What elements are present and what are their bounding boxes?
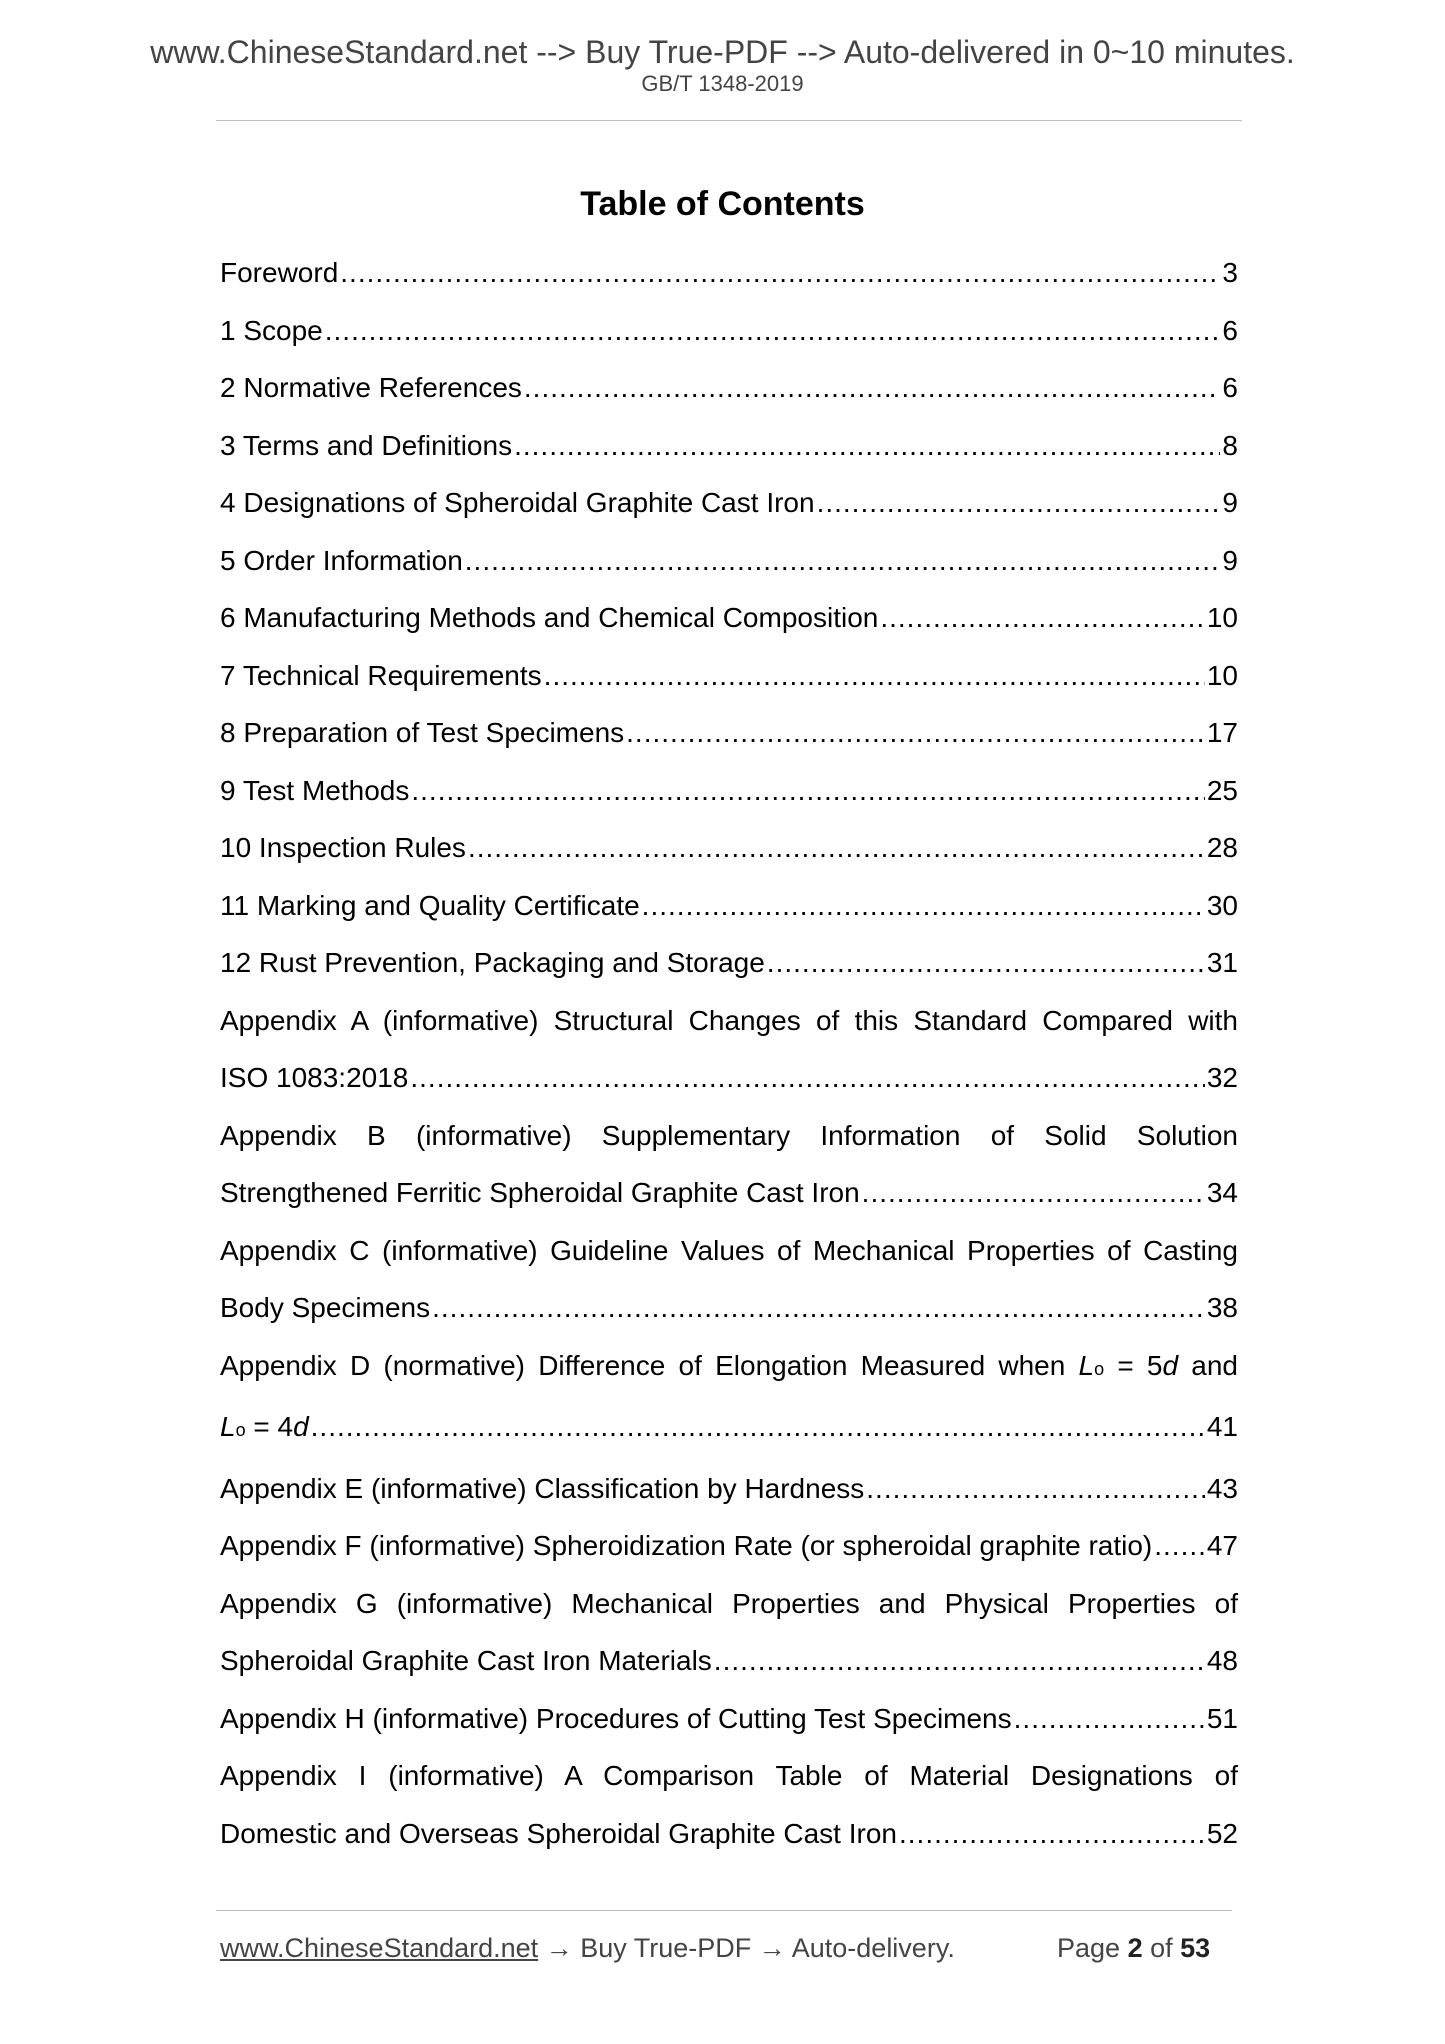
- header-divider: [216, 120, 1242, 121]
- toc-entry-page: 34: [1206, 1177, 1238, 1208]
- toc-leader-dots: [432, 1279, 1205, 1337]
- toc-entry-page: 9: [1222, 487, 1238, 518]
- toc-entry-appendix-g-line1[interactable]: Appendix G (informative) Mechanical Properties and Physical Properties of: [220, 1587, 1238, 1619]
- toc-leader-dots: [465, 532, 1221, 590]
- toc-entry[interactable]: [220, 417, 1238, 475]
- toc-entry[interactable]: [220, 589, 1238, 647]
- toc-entry[interactable]: [220, 704, 1238, 762]
- table-of-contents: [220, 244, 1238, 1862]
- toc-leader-dots: [410, 1049, 1204, 1107]
- toc-entry-appendix-a-line1[interactable]: Appendix A (informative) Structural Changes of this Standard Compared with: [220, 1004, 1238, 1036]
- toc-leader-dots: [311, 1398, 1205, 1456]
- toc-entry[interactable]: [220, 934, 1238, 992]
- toc-entry[interactable]: [220, 359, 1238, 417]
- toc-title: Table of Contents: [580, 185, 865, 223]
- toc-entry-appendix-i-line1[interactable]: Appendix I (informative) A Comparison Table of Material Designations of: [220, 1760, 1238, 1791]
- symbol-d: d: [293, 1411, 309, 1442]
- toc-entry-page: 8: [1222, 429, 1238, 461]
- toc-leader-dots: [866, 1460, 1205, 1518]
- toc-entry[interactable]: [220, 302, 1238, 360]
- toc-entry-page: 32: [1206, 1062, 1238, 1093]
- toc-leader-dots: [642, 877, 1205, 935]
- toc-entry-label: 9 Test Methods: [220, 774, 410, 806]
- symbol-l: L: [220, 1411, 236, 1442]
- current-page-number: 2: [1127, 1933, 1143, 1963]
- equals-four: = 4: [245, 1411, 294, 1442]
- and-word: and: [1178, 1349, 1238, 1381]
- toc-entry-page: 3: [1222, 257, 1238, 288]
- toc-entry-page: 41: [1206, 1411, 1238, 1442]
- toc-entry-page: 10: [1206, 659, 1238, 691]
- toc-leader-dots: [544, 647, 1205, 705]
- toc-entry-page: 25: [1206, 774, 1238, 806]
- toc-leader-dots: [714, 1632, 1205, 1690]
- toc-entry-appendix-f[interactable]: [220, 1517, 1238, 1575]
- toc-entry-label: 2 Normative References: [220, 372, 522, 403]
- toc-entry[interactable]: [220, 819, 1238, 877]
- toc-entry-label: Appendix F (informative) Spheroidization Rate (or spheroidal graphite ratio): [220, 1530, 1153, 1561]
- toc-entry[interactable]: [220, 244, 1238, 302]
- toc-leader-dots: [524, 359, 1221, 417]
- toc-leader-dots: [880, 589, 1205, 647]
- toc-entry-label: [220, 1398, 309, 1460]
- total-page-count: 53: [1180, 1933, 1211, 1963]
- toc-entry-page: 28: [1206, 832, 1238, 863]
- toc-entry-appendix-g[interactable]: [220, 1632, 1238, 1690]
- toc-leader-dots: [626, 704, 1205, 762]
- toc-entry-appendix-d-line1[interactable]: [220, 1337, 1238, 1399]
- toc-entry-label: 1 Scope: [220, 314, 323, 346]
- footer-divider: [216, 1910, 1232, 1911]
- toc-leader-dots: [899, 1805, 1205, 1863]
- footer-site-link[interactable]: www.ChineseStandard.net: [220, 1933, 539, 1963]
- toc-entry-page: 30: [1206, 889, 1238, 921]
- toc-entry-page: 9: [1222, 544, 1238, 576]
- footer-promo: [220, 1930, 955, 1966]
- toc-entry-page: 47: [1206, 1530, 1238, 1561]
- toc-entry-appendix-b-line1[interactable]: Appendix B (informative) Supplementary Information of Solid Solution: [220, 1119, 1238, 1151]
- toc-entry-label: Appendix H (informative) Procedures of Cutting Test Specimens: [220, 1702, 1012, 1734]
- toc-entry-page: 31: [1206, 947, 1238, 978]
- toc-entry-page: 51: [1206, 1702, 1238, 1734]
- symbol-l: L: [1078, 1349, 1095, 1381]
- toc-entry-label: Strengthened Ferritic Spheroidal Graphite Cast Iron: [220, 1177, 860, 1208]
- toc-entry-appendix-h[interactable]: [220, 1690, 1238, 1748]
- toc-entry-label: 11 Marking and Quality Certificate: [220, 889, 640, 921]
- appendix-d-text: Appendix D (normative) Difference of Elongation Measured when: [220, 1349, 1079, 1381]
- toc-leader-dots: [817, 474, 1221, 532]
- document-code: GB/T 1348-2019: [641, 71, 804, 96]
- toc-entry-page: 43: [1206, 1472, 1238, 1504]
- toc-entry-label: 5 Order Information: [220, 544, 463, 576]
- toc-entry-appendix-c[interactable]: [220, 1279, 1238, 1337]
- toc-entry-label: Spheroidal Graphite Cast Iron Materials: [220, 1645, 712, 1676]
- toc-entry-page: 48: [1206, 1645, 1238, 1676]
- toc-entry-label: ISO 1083:2018: [220, 1062, 409, 1093]
- toc-leader-dots: [325, 302, 1221, 360]
- toc-leader-dots: [767, 934, 1205, 992]
- symbol-d: d: [1162, 1349, 1179, 1381]
- toc-entry-label: 3 Terms and Definitions: [220, 429, 513, 461]
- footer-promo-text: → Buy True-PDF → Auto-delivery.: [538, 1933, 955, 1963]
- toc-entry-label: 7 Technical Requirements: [220, 659, 542, 691]
- toc-entry[interactable]: [220, 532, 1238, 590]
- page-indicator: [1057, 1930, 1210, 1966]
- toc-entry[interactable]: [220, 474, 1238, 532]
- toc-entry-page: 38: [1206, 1292, 1238, 1323]
- toc-entry-label: 8 Preparation of Test Specimens: [220, 717, 625, 748]
- toc-entry-page: 17: [1206, 717, 1238, 748]
- toc-entry-label: Domestic and Overseas Spheroidal Graphite Cast Iron: [220, 1817, 897, 1849]
- toc-entry-page: 6: [1222, 314, 1238, 346]
- symbol-subscript-o: o: [235, 1420, 246, 1440]
- toc-leader-dots: [411, 762, 1204, 820]
- toc-leader-dots: [468, 819, 1205, 877]
- toc-entry-label: Body Specimens: [220, 1292, 431, 1323]
- toc-entry-appendix-e[interactable]: [220, 1460, 1238, 1518]
- header-banner: www.ChineseStandard.net --> Buy True-PDF --> Auto-delivered in 0~10 minutes.: [150, 34, 1295, 70]
- of-word: of: [1142, 1933, 1181, 1963]
- toc-entry-label: Foreword: [220, 257, 339, 288]
- toc-leader-dots: [514, 417, 1220, 475]
- toc-entry-page: 10: [1206, 602, 1238, 633]
- toc-entry-appendix-i[interactable]: [220, 1805, 1238, 1863]
- toc-entry-page: 6: [1222, 372, 1238, 403]
- toc-entry-appendix-c-line1[interactable]: Appendix C (informative) Guideline Values of Mechanical Properties of Casting: [220, 1234, 1238, 1266]
- toc-main-entries: [220, 244, 1238, 992]
- toc-leader-dots: [862, 1164, 1205, 1222]
- toc-leader-dots: [1154, 1517, 1205, 1575]
- toc-entry-label: 10 Inspection Rules: [220, 832, 466, 863]
- equals-five: = 5: [1104, 1349, 1163, 1381]
- toc-entry-appendix-d[interactable]: [220, 1398, 1238, 1460]
- toc-leader-dots: [340, 244, 1220, 302]
- toc-entry[interactable]: [220, 877, 1238, 935]
- page-word: Page: [1057, 1933, 1128, 1963]
- toc-entry-label: Appendix E (informative) Classification by Hardness: [220, 1472, 865, 1504]
- toc-leader-dots: [1014, 1690, 1205, 1748]
- toc-entry[interactable]: [220, 762, 1238, 820]
- toc-entry-page: 52: [1206, 1817, 1238, 1849]
- symbol-subscript-o: o: [1094, 1358, 1105, 1379]
- toc-entry-label: 12 Rust Prevention, Packaging and Storage: [220, 947, 765, 978]
- toc-entry-label: 4 Designations of Spheroidal Graphite Cast Iron: [220, 487, 815, 518]
- toc-entry[interactable]: [220, 647, 1238, 705]
- toc-entry-label: 6 Manufacturing Methods and Chemical Composition: [220, 602, 879, 633]
- toc-entry-appendix-a[interactable]: [220, 1049, 1238, 1107]
- toc-entry-appendix-b[interactable]: [220, 1164, 1238, 1222]
